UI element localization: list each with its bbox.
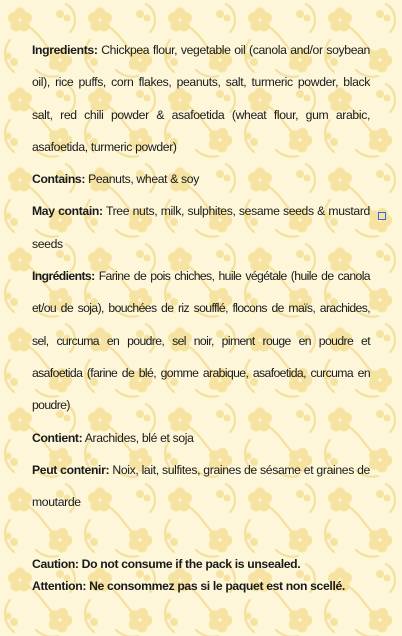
may-contain-text-fr: Noix, lait, sulfites, graines de sésame et graines de moutarde [32,462,370,510]
ingredients-french [32,260,370,421]
may-contain-text-en: Tree nuts, milk, sulphites, sesame seeds & mustard seeds [32,204,370,251]
attention-line-fr [32,575,382,597]
may-contain-label-fr: Peut contenir: [32,462,110,477]
contains-english [32,163,370,195]
may-contain-english [32,195,370,260]
may-contain-french [32,454,370,519]
ingredient-panel [32,34,370,518]
ingredients-text-en: Chickpea flour, vegetable oil (canola and/or soybean oil), rice puffs, corn flakes, peanuts, salt, turmeric powder, black salt, red chili powder & asafoetida (wheat flour, gum arabic, asafoetida, turmeric powder) [32,43,370,154]
caution-label: Caution: [32,557,79,571]
ingredients-english [32,34,370,163]
contains-french [32,422,370,454]
attention-label: Attention: [32,579,87,593]
ingredients-label-fr: Ingrédients: [32,269,95,284]
contains-text-en: Peanuts, wheat & soy [88,172,199,187]
attention-text: Ne consommez pas si le paquet est non scellé. [89,579,345,593]
ingredients-text-fr: Farine de pois chiches, huile végétale (huile de canola et/ou de soja), bouchées de riz soufflé, flocons de maïs, arachides, sel, curcuma en poudre, sel noir, piment rouge en poudre et asafoetida (farine de blé, gomme arabique, asafoetida, curcuma en poudre) [32,269,370,413]
contains-text-fr: Arachides, blé et soja [84,430,194,445]
caution-text: Do not consume if the pack is unsealed. [81,557,301,571]
warning-block [32,553,382,597]
may-contain-label-en: May contain: [32,204,103,219]
caution-line-en [32,553,382,575]
ingredients-label-en: Ingredients: [32,43,98,57]
selection-handle-icon[interactable] [378,212,386,220]
contains-label-en: Contains: [32,172,86,187]
contains-label-fr: Contient: [32,430,83,445]
